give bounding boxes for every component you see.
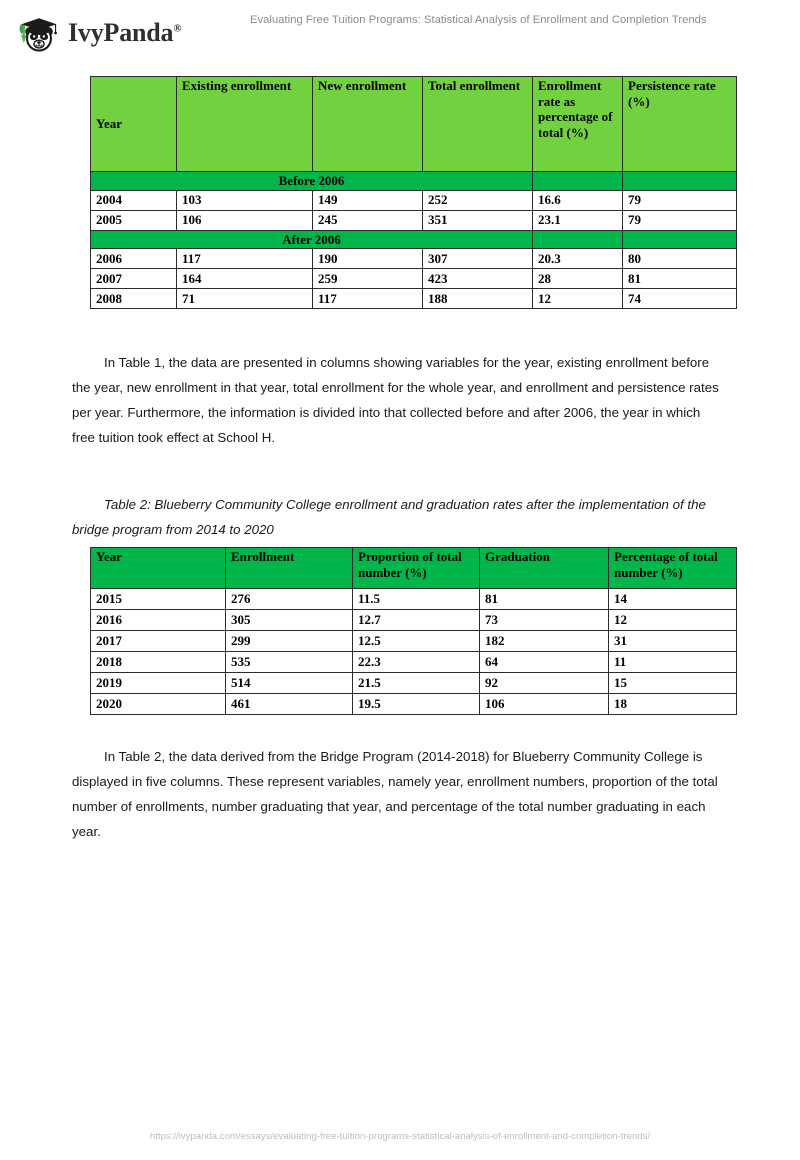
cell-existing-enrollment: 71 xyxy=(177,289,313,309)
cell-percentage: 15 xyxy=(609,673,737,694)
cell-proportion: 21.5 xyxy=(353,673,480,694)
cell-total-enrollment: 188 xyxy=(423,289,533,309)
cell-year: 2015 xyxy=(91,589,226,610)
table-one-section-spacer xyxy=(623,172,737,191)
cell-year: 2016 xyxy=(91,610,226,631)
cell-graduation: 64 xyxy=(480,652,609,673)
cell-total-enrollment: 351 xyxy=(423,210,533,230)
cell-graduation: 92 xyxy=(480,673,609,694)
table-row xyxy=(91,210,737,230)
cell-total-enrollment: 307 xyxy=(423,249,533,269)
footer-source-url[interactable]: https://ivypanda.com/essays/evaluating-free-tuition-programs-statistical-analysis-of-enrollment-and-completion-trends/ xyxy=(149,1131,651,1142)
cell-year: 2006 xyxy=(91,249,177,269)
cell-new-enrollment: 117 xyxy=(313,289,423,309)
table-two-col-proportion-total-number: Proportion of total number (%) xyxy=(353,548,480,589)
table-row xyxy=(91,652,737,673)
cell-year: 2004 xyxy=(91,190,177,210)
cell-graduation: 81 xyxy=(480,589,609,610)
cell-enrollment: 276 xyxy=(226,589,353,610)
table-two-caption: Table 2: Blueberry Community College enrollment and graduation rates after the implementation of the bridge program from 2014 to 2020 xyxy=(72,497,706,538)
table-row xyxy=(91,269,737,289)
table-one-header xyxy=(91,77,737,172)
cell-persistence-rate: 80 xyxy=(623,249,737,269)
cell-percentage: 11 xyxy=(609,652,737,673)
cell-existing-enrollment: 103 xyxy=(177,190,313,210)
panda-graduation-cap-logo-icon xyxy=(16,10,62,56)
table-one-section-row xyxy=(91,172,737,191)
table-two-header xyxy=(91,548,737,589)
table-one-section-row xyxy=(91,230,737,249)
cell-year: 2007 xyxy=(91,269,177,289)
page-header xyxy=(0,0,800,60)
table-one-header-row xyxy=(91,77,737,172)
cell-percentage: 31 xyxy=(609,631,737,652)
cell-year: 2018 xyxy=(91,652,226,673)
table-row xyxy=(91,610,737,631)
table-two-enrollment-graduation xyxy=(90,547,737,715)
table-one-section-spacer xyxy=(533,172,623,191)
paragraph-table-two-description: In Table 2, the data derived from the Bridge Program (2014-2018) for Blueberry Community College is displayed in five columns. These represent variables, namely year, enrollment numbers, proportion of the total number of enrollments, number graduating that year, and percentage of the total number graduating in each year. xyxy=(72,749,718,840)
cell-existing-enrollment: 164 xyxy=(177,269,313,289)
table-row xyxy=(91,673,737,694)
table-two-header-row xyxy=(91,548,737,589)
table-one-col-new-enrollment: New enrollment xyxy=(313,77,423,172)
table-two-col-graduation: Graduation xyxy=(480,548,609,589)
cell-enrollment-rate: 23.1 xyxy=(533,210,623,230)
cell-year: 2020 xyxy=(91,694,226,715)
table-one-section-spacer xyxy=(533,230,623,249)
table-row xyxy=(91,190,737,210)
table-one-col-total-enrollment: Total enrollment xyxy=(423,77,533,172)
cell-percentage: 12 xyxy=(609,610,737,631)
cell-new-enrollment: 190 xyxy=(313,249,423,269)
paragraph-table-one-description: In Table 1, the data are presented in columns showing variables for the year, existing enrollment before the year, new enrollment in that year, total enrollment for the whole year, and enrollment and persistence rates per year. Furthermore, the information is divided into that collected before and after 2006, the year in which free tuition took effect at School H. xyxy=(72,355,719,446)
cell-proportion: 22.3 xyxy=(353,652,480,673)
cell-enrollment-rate: 16.6 xyxy=(533,190,623,210)
table-one-col-existing-enrollment: Existing enrollment xyxy=(177,77,313,172)
cell-enrollment: 514 xyxy=(226,673,353,694)
table-one-enrollment-persistence xyxy=(90,76,737,309)
cell-existing-enrollment: 117 xyxy=(177,249,313,269)
table-one-col-enrollment-rate-percentage: Enrollment rate as percentage of total (%) xyxy=(533,77,623,172)
cell-graduation: 182 xyxy=(480,631,609,652)
cell-total-enrollment: 423 xyxy=(423,269,533,289)
table-two-col-year: Year xyxy=(91,548,226,589)
cell-persistence-rate: 81 xyxy=(623,269,737,289)
cell-enrollment: 535 xyxy=(226,652,353,673)
cell-proportion: 12.7 xyxy=(353,610,480,631)
cell-year: 2017 xyxy=(91,631,226,652)
registered-trademark-symbol: ® xyxy=(173,22,182,35)
document-title: Evaluating Free Tuition Programs: Statistical Analysis of Enrollment and Completion Trends xyxy=(250,14,707,26)
table-one-col-year: Year xyxy=(91,77,177,172)
cell-persistence-rate: 79 xyxy=(623,210,737,230)
cell-enrollment: 299 xyxy=(226,631,353,652)
cell-new-enrollment: 245 xyxy=(313,210,423,230)
table-row xyxy=(91,589,737,610)
cell-proportion: 12.5 xyxy=(353,631,480,652)
cell-percentage: 18 xyxy=(609,694,737,715)
table-row xyxy=(91,249,737,269)
table-one-section-spacer xyxy=(623,230,737,249)
cell-enrollment-rate: 28 xyxy=(533,269,623,289)
cell-new-enrollment: 149 xyxy=(313,190,423,210)
cell-enrollment-rate: 20.3 xyxy=(533,249,623,269)
cell-graduation: 106 xyxy=(480,694,609,715)
cell-total-enrollment: 252 xyxy=(423,190,533,210)
table-two-col-enrollment: Enrollment xyxy=(226,548,353,589)
cell-enrollment-rate: 12 xyxy=(533,289,623,309)
cell-proportion: 19.5 xyxy=(353,694,480,715)
table-one-body xyxy=(91,172,737,309)
cell-year: 2008 xyxy=(91,289,177,309)
table-row xyxy=(91,631,737,652)
cell-persistence-rate: 74 xyxy=(623,289,737,309)
brand-logo-link[interactable] xyxy=(16,10,181,56)
cell-year: 2019 xyxy=(91,673,226,694)
cell-proportion: 11.5 xyxy=(353,589,480,610)
cell-percentage: 14 xyxy=(609,589,737,610)
table-one-section-label: After 2006 xyxy=(91,230,533,249)
table-one-section-label: Before 2006 xyxy=(91,172,533,191)
cell-new-enrollment: 259 xyxy=(313,269,423,289)
cell-enrollment: 461 xyxy=(226,694,353,715)
table-one-col-persistence-rate: Persistence rate (%) xyxy=(623,77,737,172)
cell-graduation: 73 xyxy=(480,610,609,631)
table-two-col-percentage-total-number: Percentage of total number (%) xyxy=(609,548,737,589)
table-row xyxy=(91,694,737,715)
cell-enrollment: 305 xyxy=(226,610,353,631)
brand-name xyxy=(68,18,181,48)
cell-existing-enrollment: 106 xyxy=(177,210,313,230)
cell-year: 2005 xyxy=(91,210,177,230)
brand-name-text: IvyPanda xyxy=(68,18,174,47)
table-two-body xyxy=(91,589,737,715)
cell-persistence-rate: 79 xyxy=(623,190,737,210)
table-row xyxy=(91,289,737,309)
